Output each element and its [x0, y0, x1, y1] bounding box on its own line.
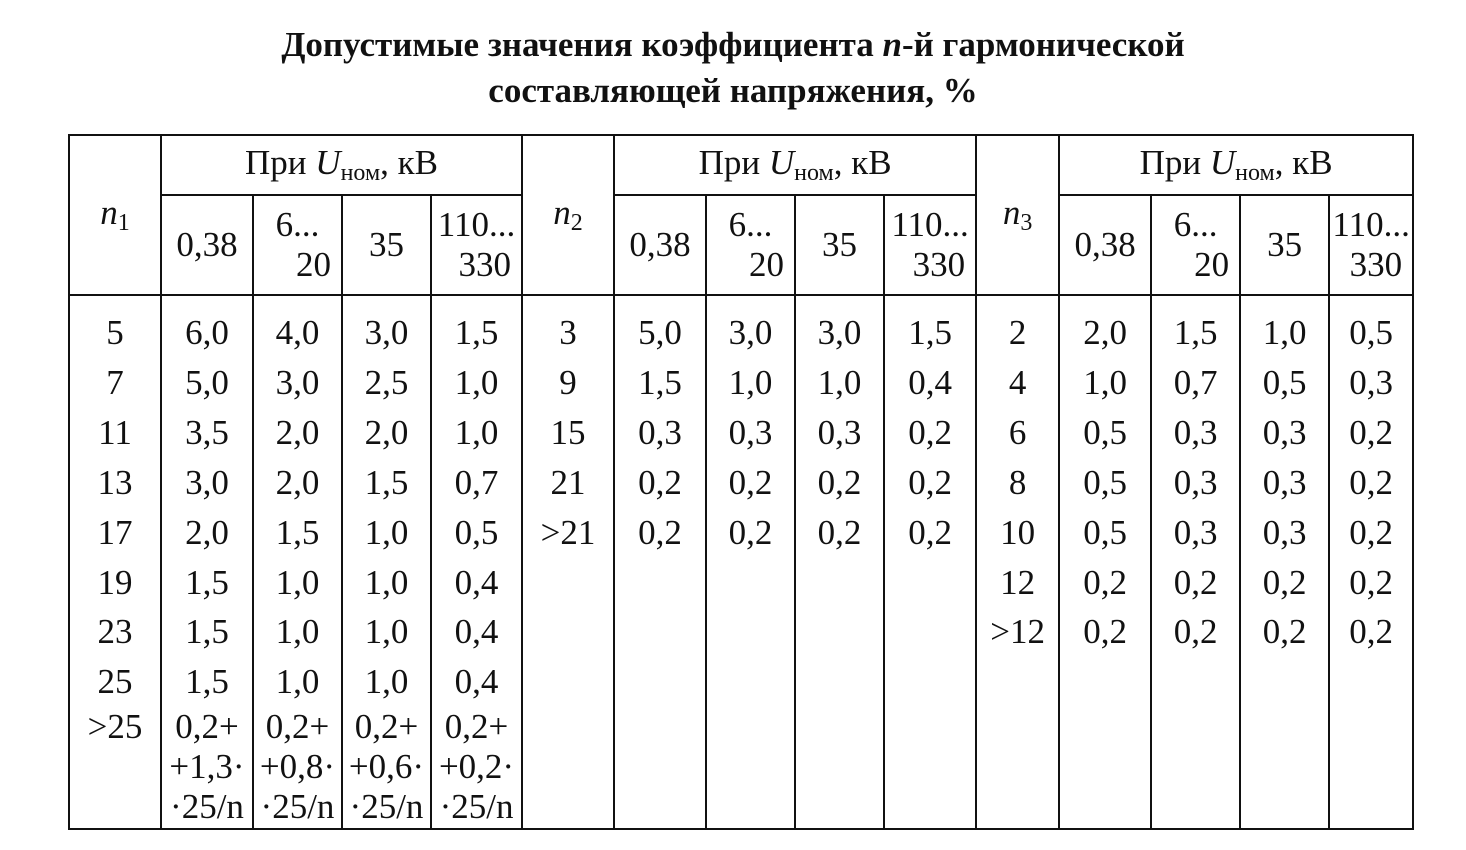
value-cell: 0,7 [431, 458, 522, 508]
empty-cell [1151, 707, 1240, 829]
empty-cell [614, 657, 706, 707]
value-cell: 0,5 [1059, 458, 1151, 508]
harmonic-order-cell: 11 [69, 408, 161, 458]
formula-line: ·25/n [439, 786, 514, 826]
empty-cell [795, 707, 884, 829]
empty-cell [614, 607, 706, 657]
value-cell: 0,2 [884, 458, 976, 508]
voltage-label: 0,38 [629, 225, 691, 264]
value-cell: 1,5 [884, 295, 976, 358]
value-cell: 0,2 [706, 458, 795, 508]
value-cell: 2,0 [342, 408, 431, 458]
value-cell: 5,0 [161, 358, 253, 408]
formula-cell [342, 707, 431, 829]
value-cell: 4,0 [253, 295, 342, 358]
table-row [69, 295, 1413, 358]
voltage-label: 35 [369, 225, 404, 264]
value-cell: 3,0 [795, 295, 884, 358]
title-line-2: составляющей напряжения, % [488, 71, 978, 110]
value-cell: 1,0 [253, 607, 342, 657]
value-cell: 0,2 [795, 508, 884, 558]
value-cell: 3,0 [161, 458, 253, 508]
voltage-header [614, 195, 706, 295]
value-cell: 0,4 [884, 358, 976, 408]
harmonic-order-cell: 17 [69, 508, 161, 558]
value-cell: 0,2 [1329, 607, 1413, 657]
value-cell: 0,3 [1240, 458, 1329, 508]
voltage-header [1151, 195, 1240, 295]
empty-cell [1240, 707, 1329, 829]
voltage-group-header-3: При $U_{ном}$, кВ [1059, 135, 1413, 195]
table-row [69, 557, 1413, 607]
value-cell: 0,5 [1329, 295, 1413, 358]
value-cell: 1,0 [253, 657, 342, 707]
value-cell: 3,0 [342, 295, 431, 358]
empty-cell [522, 607, 614, 657]
voltage-label-line2: 330 [1349, 245, 1403, 284]
value-cell: 0,2 [1059, 557, 1151, 607]
value-cell: 0,2 [614, 458, 706, 508]
value-cell: 1,0 [431, 408, 522, 458]
voltage-header [1240, 195, 1329, 295]
harmonic-order-cell: 23 [69, 607, 161, 657]
empty-cell [706, 557, 795, 607]
formula-line: +0,8· [259, 746, 336, 786]
empty-cell [884, 657, 976, 707]
value-cell: 3,5 [161, 408, 253, 458]
value-cell: 0,5 [1059, 508, 1151, 558]
voltage-label: 6... [275, 205, 320, 244]
formula-line: +0,2· [438, 746, 515, 786]
harmonic-order-cell: 19 [69, 557, 161, 607]
value-cell: 0,2 [1240, 557, 1329, 607]
formula-line: 0,2+ [175, 706, 239, 746]
voltage-group-header-2: При $U_{ном}$, кВ [614, 135, 976, 195]
value-cell: 3,0 [253, 358, 342, 408]
empty-cell [706, 607, 795, 657]
voltage-label-line2: 20 [749, 245, 785, 284]
value-cell: 1,0 [431, 358, 522, 408]
harmonic-order-cell: 8 [976, 458, 1059, 508]
title-line-1: Допустимые значения коэффициента n-й гармонической [281, 25, 1185, 64]
empty-cell [522, 657, 614, 707]
value-cell: 0,2 [1329, 508, 1413, 558]
value-cell: 2,0 [1059, 295, 1151, 358]
value-cell: 0,4 [431, 607, 522, 657]
value-cell: 1,5 [253, 508, 342, 558]
formula-cell [161, 707, 253, 829]
value-cell: 1,5 [614, 358, 706, 408]
formula-cell [431, 707, 522, 829]
value-cell: 1,5 [161, 657, 253, 707]
harmonic-order-cell: 2 [976, 295, 1059, 358]
formula-line: ·25/n [349, 786, 424, 826]
empty-cell [522, 707, 614, 829]
voltage-label-line2: 330 [912, 245, 966, 284]
value-cell: 1,0 [795, 358, 884, 408]
empty-cell [795, 657, 884, 707]
table-title [0, 22, 1466, 114]
harmonic-order-cell: 15 [522, 408, 614, 458]
formula-line: +0,6· [348, 746, 425, 786]
value-cell: 2,5 [342, 358, 431, 408]
value-cell: 0,2 [884, 508, 976, 558]
formula-line: +1,3· [169, 746, 245, 786]
voltage-header [342, 195, 431, 295]
empty-cell [795, 557, 884, 607]
n2-header: $n_2$ [522, 135, 614, 295]
empty-cell [884, 707, 976, 829]
empty-cell [1059, 707, 1151, 829]
voltage-label: 35 [1267, 225, 1303, 264]
harmonic-order-cell: 5 [69, 295, 161, 358]
empty-cell [522, 557, 614, 607]
empty-cell [706, 657, 795, 707]
voltage-group-header-1: При $U_{ном}$, кВ [161, 135, 522, 195]
harmonic-order-cell: >21 [522, 508, 614, 558]
empty-cell [1059, 657, 1151, 707]
n1-header: $n_1$ [69, 135, 161, 295]
harmonics-table [68, 134, 1414, 830]
table-row [69, 607, 1413, 657]
harmonic-order-cell: 7 [69, 358, 161, 408]
value-cell: 1,0 [706, 358, 795, 408]
harmonic-order-cell: >12 [976, 607, 1059, 657]
voltage-label: 110... [437, 205, 516, 244]
formula-line: 0,2+ [444, 706, 509, 746]
value-cell: 0,2 [1329, 557, 1413, 607]
empty-cell [1329, 707, 1413, 829]
value-cell: 1,0 [342, 657, 431, 707]
harmonic-order-cell: 13 [69, 458, 161, 508]
value-cell: 0,3 [1151, 508, 1240, 558]
value-cell: 0,2 [706, 508, 795, 558]
voltage-label-line2: 20 [296, 245, 331, 284]
value-cell: 6,0 [161, 295, 253, 358]
empty-cell [795, 607, 884, 657]
value-cell: 0,7 [1151, 358, 1240, 408]
table-row [69, 657, 1413, 707]
voltage-label: 6... [728, 205, 773, 244]
empty-cell [614, 707, 706, 829]
value-cell: 0,2 [614, 508, 706, 558]
value-cell: 0,3 [1240, 508, 1329, 558]
voltage-header [706, 195, 795, 295]
voltage-header [884, 195, 976, 295]
voltage-header [1329, 195, 1413, 295]
value-cell: 0,5 [431, 508, 522, 558]
n3-header: $n_3$ [976, 135, 1059, 295]
value-cell: 1,5 [431, 295, 522, 358]
value-cell: 0,4 [431, 557, 522, 607]
value-cell: 1,0 [342, 557, 431, 607]
table-row [69, 707, 1413, 829]
value-cell: 0,2 [1240, 607, 1329, 657]
value-cell: 0,5 [1059, 408, 1151, 458]
value-cell: 0,2 [884, 408, 976, 458]
empty-cell [1240, 657, 1329, 707]
voltage-header [431, 195, 522, 295]
value-cell: 0,5 [1240, 358, 1329, 408]
harmonic-order-cell: 12 [976, 557, 1059, 607]
voltage-label: 0,38 [176, 225, 238, 264]
formula-line: 0,2+ [354, 706, 419, 746]
value-cell: 1,0 [1240, 295, 1329, 358]
voltage-label: 110... [1332, 205, 1410, 244]
value-cell: 0,3 [1240, 408, 1329, 458]
empty-cell [884, 557, 976, 607]
value-cell: 0,2 [1151, 557, 1240, 607]
value-cell: 0,3 [614, 408, 706, 458]
formula-line: 0,2+ [265, 706, 330, 746]
value-cell: 0,2 [1059, 607, 1151, 657]
formula-line: ·25/n [170, 786, 244, 826]
value-cell: 0,3 [1151, 458, 1240, 508]
value-cell: 2,0 [253, 458, 342, 508]
harmonic-order-cell: 3 [522, 295, 614, 358]
harmonic-order-cell: 9 [522, 358, 614, 408]
value-cell: 1,0 [1059, 358, 1151, 408]
voltage-label-line2: 330 [458, 245, 512, 284]
voltage-header [253, 195, 342, 295]
voltage-label: 6... [1173, 205, 1218, 244]
value-cell: 0,2 [795, 458, 884, 508]
formula-line: ·25/n [260, 786, 335, 826]
empty-cell [884, 607, 976, 657]
value-cell: 0,2 [1151, 607, 1240, 657]
harmonic-order-cell: 6 [976, 408, 1059, 458]
value-cell: 0,3 [795, 408, 884, 458]
harmonic-order-cell: 25 [69, 657, 161, 707]
value-cell: 1,5 [1151, 295, 1240, 358]
value-cell: 1,5 [342, 458, 431, 508]
value-cell: 2,0 [253, 408, 342, 458]
value-cell: 1,0 [342, 607, 431, 657]
formula-cell [253, 707, 342, 829]
voltage-header [161, 195, 253, 295]
voltage-label: 0,38 [1074, 225, 1136, 264]
table-row [69, 408, 1413, 458]
table-row [69, 358, 1413, 408]
harmonic-order-cell: >25 [69, 707, 161, 829]
empty-cell [1329, 657, 1413, 707]
voltage-header [795, 195, 884, 295]
harmonic-order-cell: 21 [522, 458, 614, 508]
voltage-label: 35 [822, 225, 858, 264]
value-cell: 2,0 [161, 508, 253, 558]
value-cell: 3,0 [706, 295, 795, 358]
value-cell: 1,5 [161, 557, 253, 607]
voltage-label: 110... [891, 205, 969, 244]
value-cell: 1,0 [342, 508, 431, 558]
value-cell: 1,0 [253, 557, 342, 607]
value-cell: 0,3 [1151, 408, 1240, 458]
table-row [69, 508, 1413, 558]
value-cell: 5,0 [614, 295, 706, 358]
harmonic-order-cell: 4 [976, 358, 1059, 408]
value-cell: 0,2 [1329, 408, 1413, 458]
value-cell: 0,2 [1329, 458, 1413, 508]
empty-cell [1151, 657, 1240, 707]
harmonic-order-cell: 10 [976, 508, 1059, 558]
value-cell: 1,5 [161, 607, 253, 657]
empty-cell [614, 557, 706, 607]
value-cell: 0,3 [706, 408, 795, 458]
value-cell: 0,3 [1329, 358, 1413, 408]
table-row [69, 458, 1413, 508]
voltage-header [1059, 195, 1151, 295]
voltage-label-line2: 20 [1194, 245, 1230, 284]
empty-cell [706, 707, 795, 829]
empty-cell [976, 657, 1059, 707]
empty-cell [976, 707, 1059, 829]
value-cell: 0,4 [431, 657, 522, 707]
